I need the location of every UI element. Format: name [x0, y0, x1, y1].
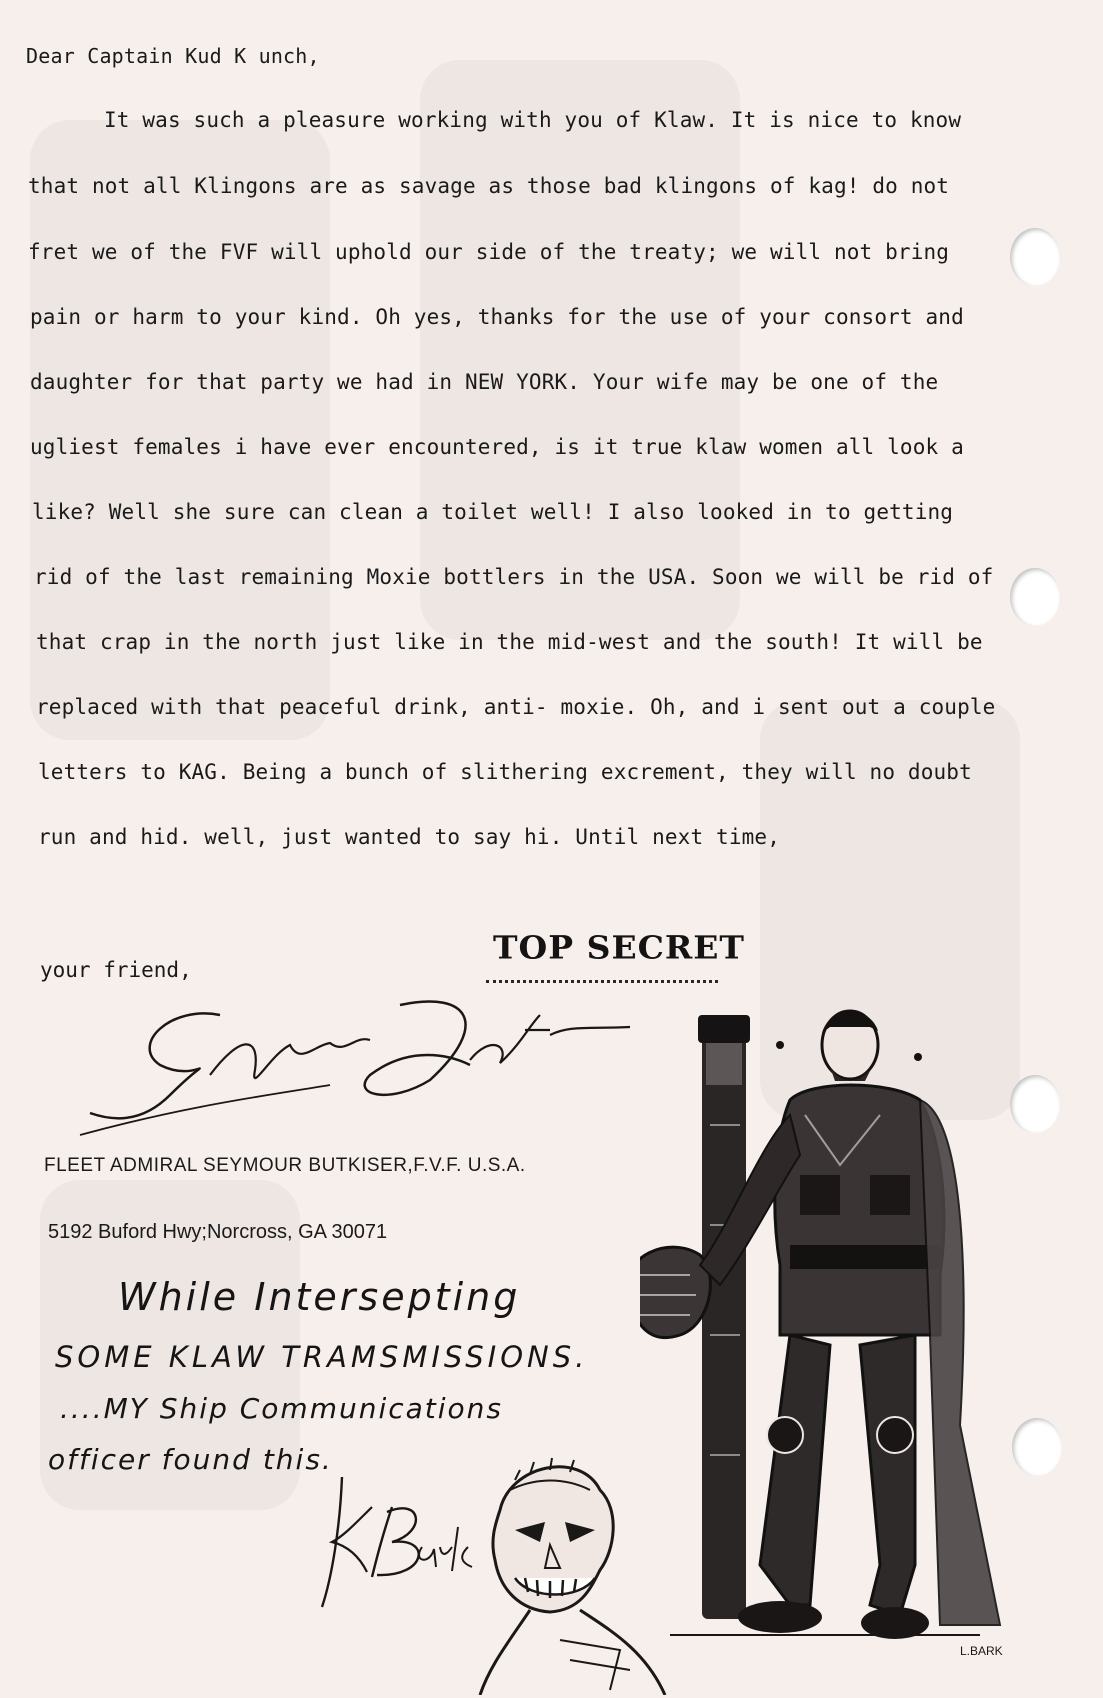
handwritten-note-line-3: ....MY Ship Communications: [60, 1392, 504, 1425]
handwritten-note-line-1: While Intersepting: [118, 1275, 521, 1319]
letter-line-8: rid of the last remaining Moxie bottlers in the USA. Soon we will be rid of: [34, 565, 994, 589]
soldier-illustration: [640, 1005, 1040, 1665]
letter-line-5: daughter for that party we had in NEW YORK. Your wife may be one of the: [30, 370, 939, 394]
handwritten-note-line-4: officer found this.: [48, 1443, 333, 1476]
letter-line-6: ugliest females i have ever encountered, is it true klaw women all look a: [30, 435, 964, 459]
letter-line-12: run and hid. well, just wanted to say hi. Until next time,: [38, 825, 780, 849]
salutation: Dear Captain Kud K unch,: [26, 44, 320, 68]
letter-line-7: like? Well she sure can clean a toilet well! I also looked in to getting: [32, 500, 954, 524]
letter-line-4: pain or harm to your kind. Oh yes, thanks for the use of your consort and: [30, 305, 964, 329]
background-ghost-center: [420, 60, 740, 640]
handwritten-initials: [312, 1467, 482, 1617]
hole-punch-2: [1010, 568, 1060, 626]
letter-line-3: fret we of the FVF will uphold our side of the treaty; we will not bring: [28, 240, 950, 264]
letter-line-1: It was such a pleasure working with you of Klaw. It is nice to know: [104, 108, 962, 132]
handwritten-signature: [70, 985, 670, 1145]
address: 5192 Buford Hwy;Norcross, GA 30071: [48, 1221, 388, 1243]
artist-mark: L.BARK: [960, 1644, 1003, 1658]
letter-line-2: that not all Klingons are as savage as those bad klingons of kag! do not: [28, 174, 950, 198]
closing: your friend,: [40, 958, 192, 982]
top-secret-stamp: TOP SECRET: [493, 928, 745, 967]
letter-line-10: replaced with that peaceful drink, anti- moxie. Oh, and i sent out a couple: [36, 695, 996, 719]
letter-line-11: letters to KAG. Being a bunch of slithering excrement, they will no doubt: [38, 760, 972, 784]
admiral-name: FLEET ADMIRAL SEYMOUR BUTKISER,F.V.F. U.S.A.: [44, 1155, 526, 1176]
handwritten-note-line-2: SOME KLAW TRAMSMISSIONS.: [55, 1340, 589, 1374]
hole-punch-1: [1010, 228, 1060, 286]
letter-line-9: that crap in the north just like in the mid-west and the south! It will be: [36, 630, 983, 654]
